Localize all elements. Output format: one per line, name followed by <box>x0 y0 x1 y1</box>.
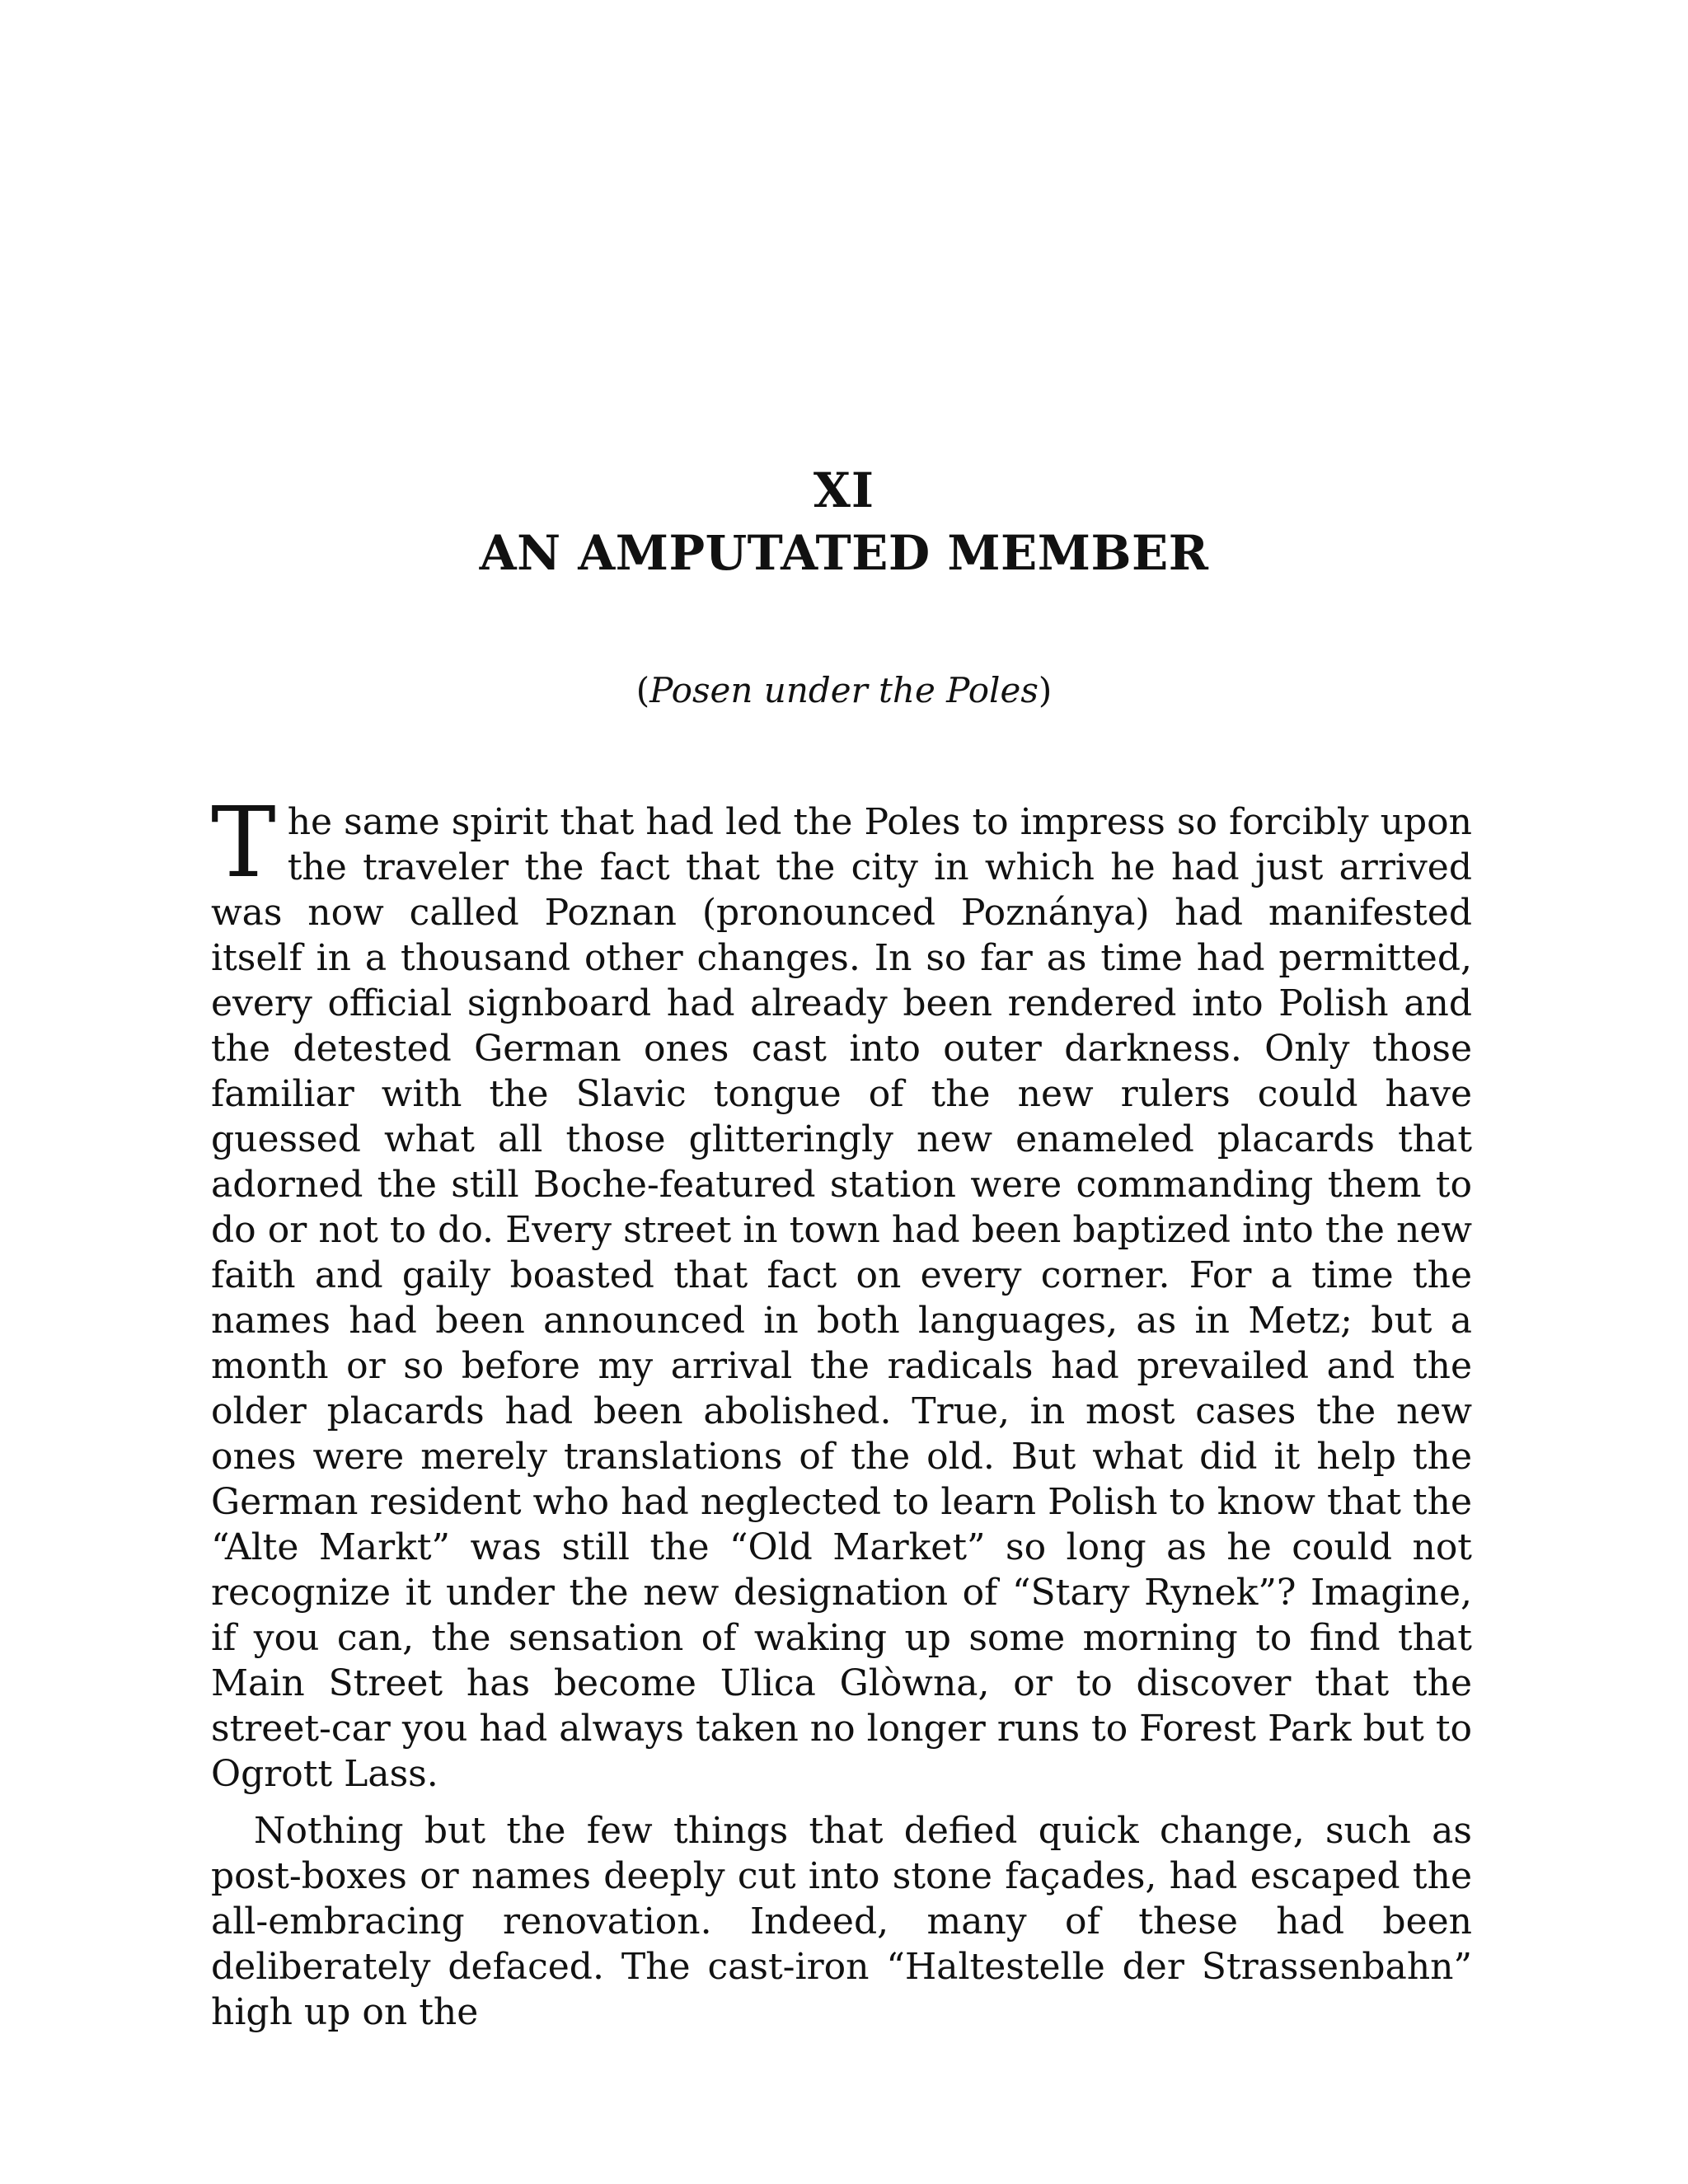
subtitle-close-paren: ) <box>1038 670 1053 710</box>
paragraph-2: Nothing but the few things that defied quick change, such as post-boxes or names deeply cut into stone façades, had escaped the all-embracing renovation. Indeed, many of these had been deliberately defaced. The cast-iron “Haltestelle der Strassenbahn” high up on the <box>211 1810 1472 2033</box>
subtitle-open-paren: ( <box>635 670 650 710</box>
chapter-title: AN AMPUTATED MEMBER <box>479 525 1209 581</box>
paragraph-1 <box>211 785 1472 1797</box>
body-text <box>211 785 1472 2046</box>
drop-cap: T <box>211 785 276 899</box>
subtitle-text: Posen under the Poles <box>649 670 1039 710</box>
chapter-number: XI <box>813 462 875 518</box>
paragraph-1-text: he same spirit that had led the Poles to impress so forcibly upon the traveler the fact that the city in which he had just arrived was now called Poznan (pronounced Poznánya) had manifested itself in a thousand other changes. In so far as time had permitted, every official signboard had already been rendered into Polish and the detested German ones cast into outer darkness. Only those familiar with the Slavic tongue of the new rulers could have guessed what all those glitteringly new enameled placards that adorned the still Boche-featured station were commanding them to do or not to do. Every street in town had been baptized into the new faith and gaily boasted that fact on every corner. For a time the names had been announced in both languages, as in Metz; but a month or so before my arrival the radicals had prevailed and the older placards had been abolished. True, in most cases the new ones were merely translations of the old. But what did it help the German resident who had neglected to learn Polish to know that the “Alte Markt” was still the “Old Market” so long as he could not recognize it under the new designation of “Stary Rynek”? Imagine, if you can, the sensation of waking up some morning to find that Main Street has become Ulica Glòwna, or to discover that the street-car you had always taken no longer runs to Forest Park but to Ogrott Lass. <box>211 801 1472 1795</box>
chapter-subtitle <box>0 668 1688 714</box>
